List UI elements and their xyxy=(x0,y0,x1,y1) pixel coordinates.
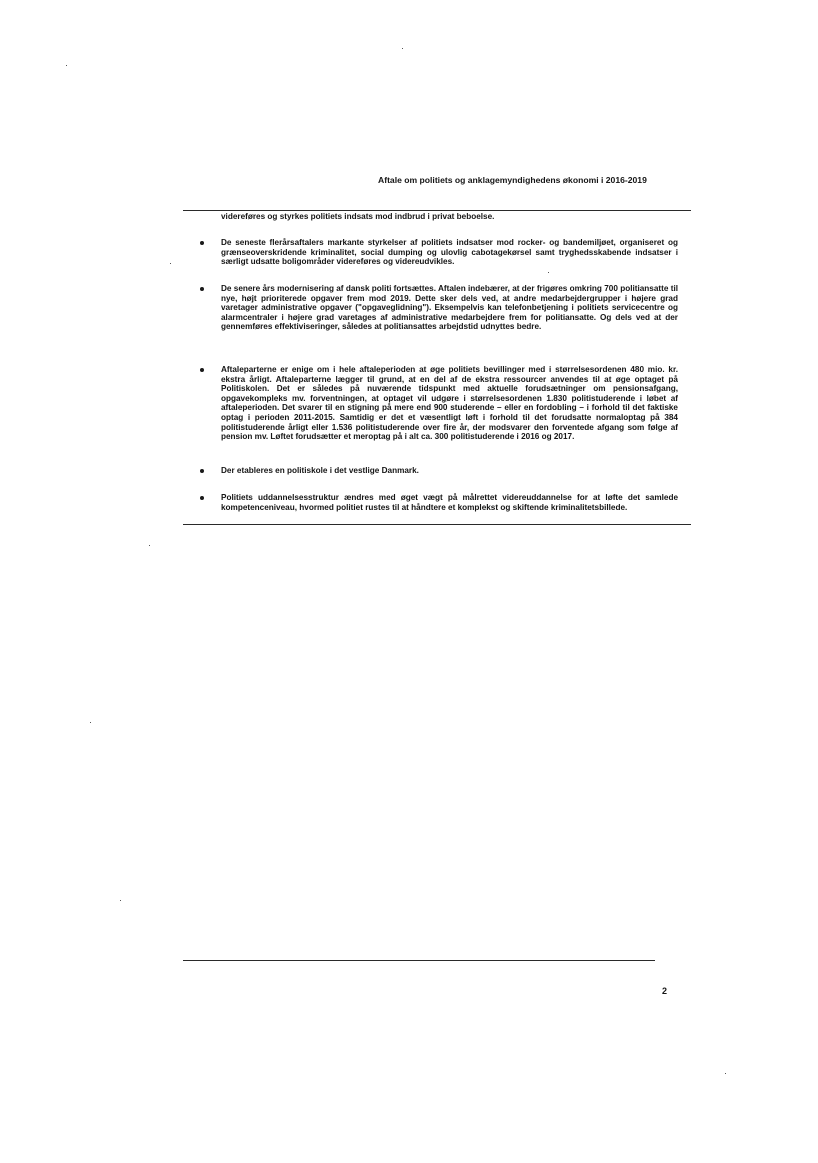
bullet-icon xyxy=(200,241,204,245)
footer-rule xyxy=(183,960,655,961)
scan-speck xyxy=(548,272,549,273)
bullet-text: Der etableres en politiskole i det vestlige Danmark. xyxy=(221,466,419,475)
bullet-text: Aftaleparterne er enige om i hele aftaleperioden at øge politiets bevillinger med i størrelsesordenen 480 mio. kr. ekstra årligt. Aftaleparterne lægger til grund, at en del af de ekstra ressourcer anvendes til at øge optaget på Politiskolen. Det er således på nuværende tidspunkt med aktuelle forudsætninger om pensionsafgang, opgavekompleks mv. forventningen, at optaget vil udgøre i størrelsesordenen 1.830 politistuderende i løbet af aftaleperioden. Det svarer til en stigning på mere end 900 studerende – eller en fordobling – i forhold til det faktiske optag i perioden 2011-2015. Samtidig er det et væsentligt løft i forhold til det forudsatte normaloptag på 384 politistuderende årligt eller 1.536 politistuderende over fire år, der modsvarer den forventede afgang som følge af pension mv. Løftet forudsætter et meroptag på i alt ca. 300 politistuderende i 2016 og 2017. xyxy=(221,365,678,442)
scan-speck xyxy=(149,545,150,546)
bullet-icon xyxy=(200,287,204,291)
bullet-icon xyxy=(200,496,204,500)
scan-speck xyxy=(402,48,403,49)
bullet-text: De seneste flerårsaftalers markante styrkelser af politiets indsatser mod rocker- og bandemiljøet, organiseret og grænseoverskridende kriminalitet, social dumping og ulovlig cabotagekørsel samt tryghedsskabende indsatser i særligt udsatte boligområder videreføres og videreudvikles. xyxy=(221,238,678,267)
document-header-title: Aftale om politiets og anklagemyndighedens økonomi i 2016-2019 xyxy=(378,175,647,185)
header-rule xyxy=(183,210,691,211)
scan-speck xyxy=(90,722,91,723)
page-number: 2 xyxy=(662,986,668,996)
section-rule xyxy=(183,524,691,525)
scan-speck xyxy=(120,900,121,901)
bullet-icon xyxy=(200,368,204,372)
bullet-text: Politiets uddannelsesstruktur ændres med øget vægt på målrettet videreuddannelse for at løfte det samlede kompetenceniveau, hvormed politiet rustes til at håndtere et komplekst og skiftende kriminalitetsbillede. xyxy=(221,493,678,512)
bullet-text: De senere års modernisering af dansk politi fortsættes. Aftalen indebærer, at der frigøres omkring 700 politiansatte til nye, højt prioriterede opgaver frem mod 2019. Dette sker dels ved, at andre medarbejdergrupper i højere grad varetager administrative opgaver ("opgaveglidning"). Eksempelvis kan telefonbetjening i politiets servicecentre og alarmcentraler i højere grad varetages af administrative medarbejdere frem for politiansatte. Og dels ved at der gennemføres effektiviseringer, således at politiansattes arbejdstid udnyttes bedre. xyxy=(221,284,678,332)
scan-speck xyxy=(66,65,67,66)
scan-speck xyxy=(170,263,171,264)
bullet-icon xyxy=(200,469,204,473)
continuation-line: videreføres og styrkes politiets indsats mod indbrud i privat beboelse. xyxy=(221,212,495,221)
scan-speck xyxy=(725,1073,726,1074)
